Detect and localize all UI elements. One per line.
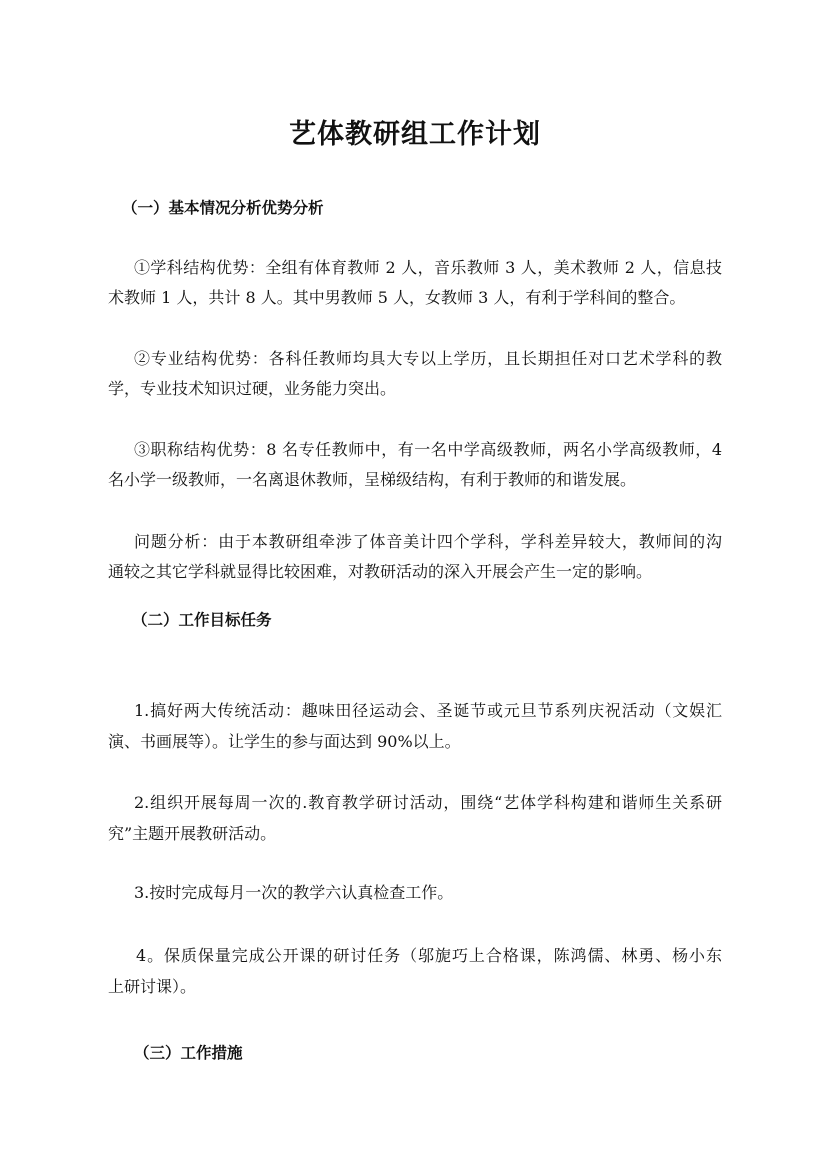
paragraph-line: 1.搞好两大传统活动：趣味田径运动会、圣诞节或元旦节系列庆祝活动（文娱汇 [134, 701, 722, 720]
paragraph-line: ③职称结构优势：8 名专任教师中，有一名中学高级教师，两名小学高级教师，4 [134, 440, 722, 459]
paragraph-line: 演、书画展等）。让学生的参与面达到 90%以上。 [108, 732, 461, 751]
paragraph-line: ①学科结构优势：全组有体育教师 2 人，音乐教师 3 人，美术教师 2 人，信息技 [134, 258, 722, 277]
section-heading-3: （三）工作措施 [134, 1043, 243, 1062]
paragraph-line: ②专业结构优势：各科任教师均具大专以上学历，且长期担任对口艺术学科的教 [134, 349, 722, 368]
paragraph-line: 问题分析：由于本教研组牵涉了体音美计四个学科，学科差异较大，教师间的沟 [134, 532, 722, 551]
paragraph-line: 上研讨课）。 [108, 977, 197, 996]
paragraph-line: 究”主题开展教研活动。 [108, 824, 277, 843]
paragraph-line: 名小学一级教师，一名离退休教师，呈梯级结构，有利于教师的和谐发展。 [108, 470, 637, 489]
paragraph-line: 4。保质保量完成公开课的研讨任务（邬旎巧上合格课，陈鸿儒、林勇、杨小东 [136, 946, 722, 965]
paragraph-line: 术教师 1 人，共计 8 人。其中男教师 5 人，女教师 3 人，有利于学科间的整合。 [108, 288, 686, 307]
paragraph-line: 3.按时完成每月一次的教学六认真检查工作。 [134, 883, 454, 902]
section-heading-1: （一）基本情况分析优势分析 [122, 198, 324, 217]
paragraph-line: 通较之其它学科就显得比较困难，对教研活动的深入开展会产生一定的影响。 [108, 562, 653, 581]
section-heading-2: （二）工作目标任务 [132, 610, 272, 629]
paragraph-line: 学，专业技术知识过硬，业务能力突出。 [108, 379, 397, 398]
document-title: 艺体教研组工作计划 [289, 119, 541, 150]
paragraph-line: 2.组织开展每周一次的.教育教学研讨活动，围绕“艺体学科构建和谐师生关系研 [134, 793, 722, 812]
